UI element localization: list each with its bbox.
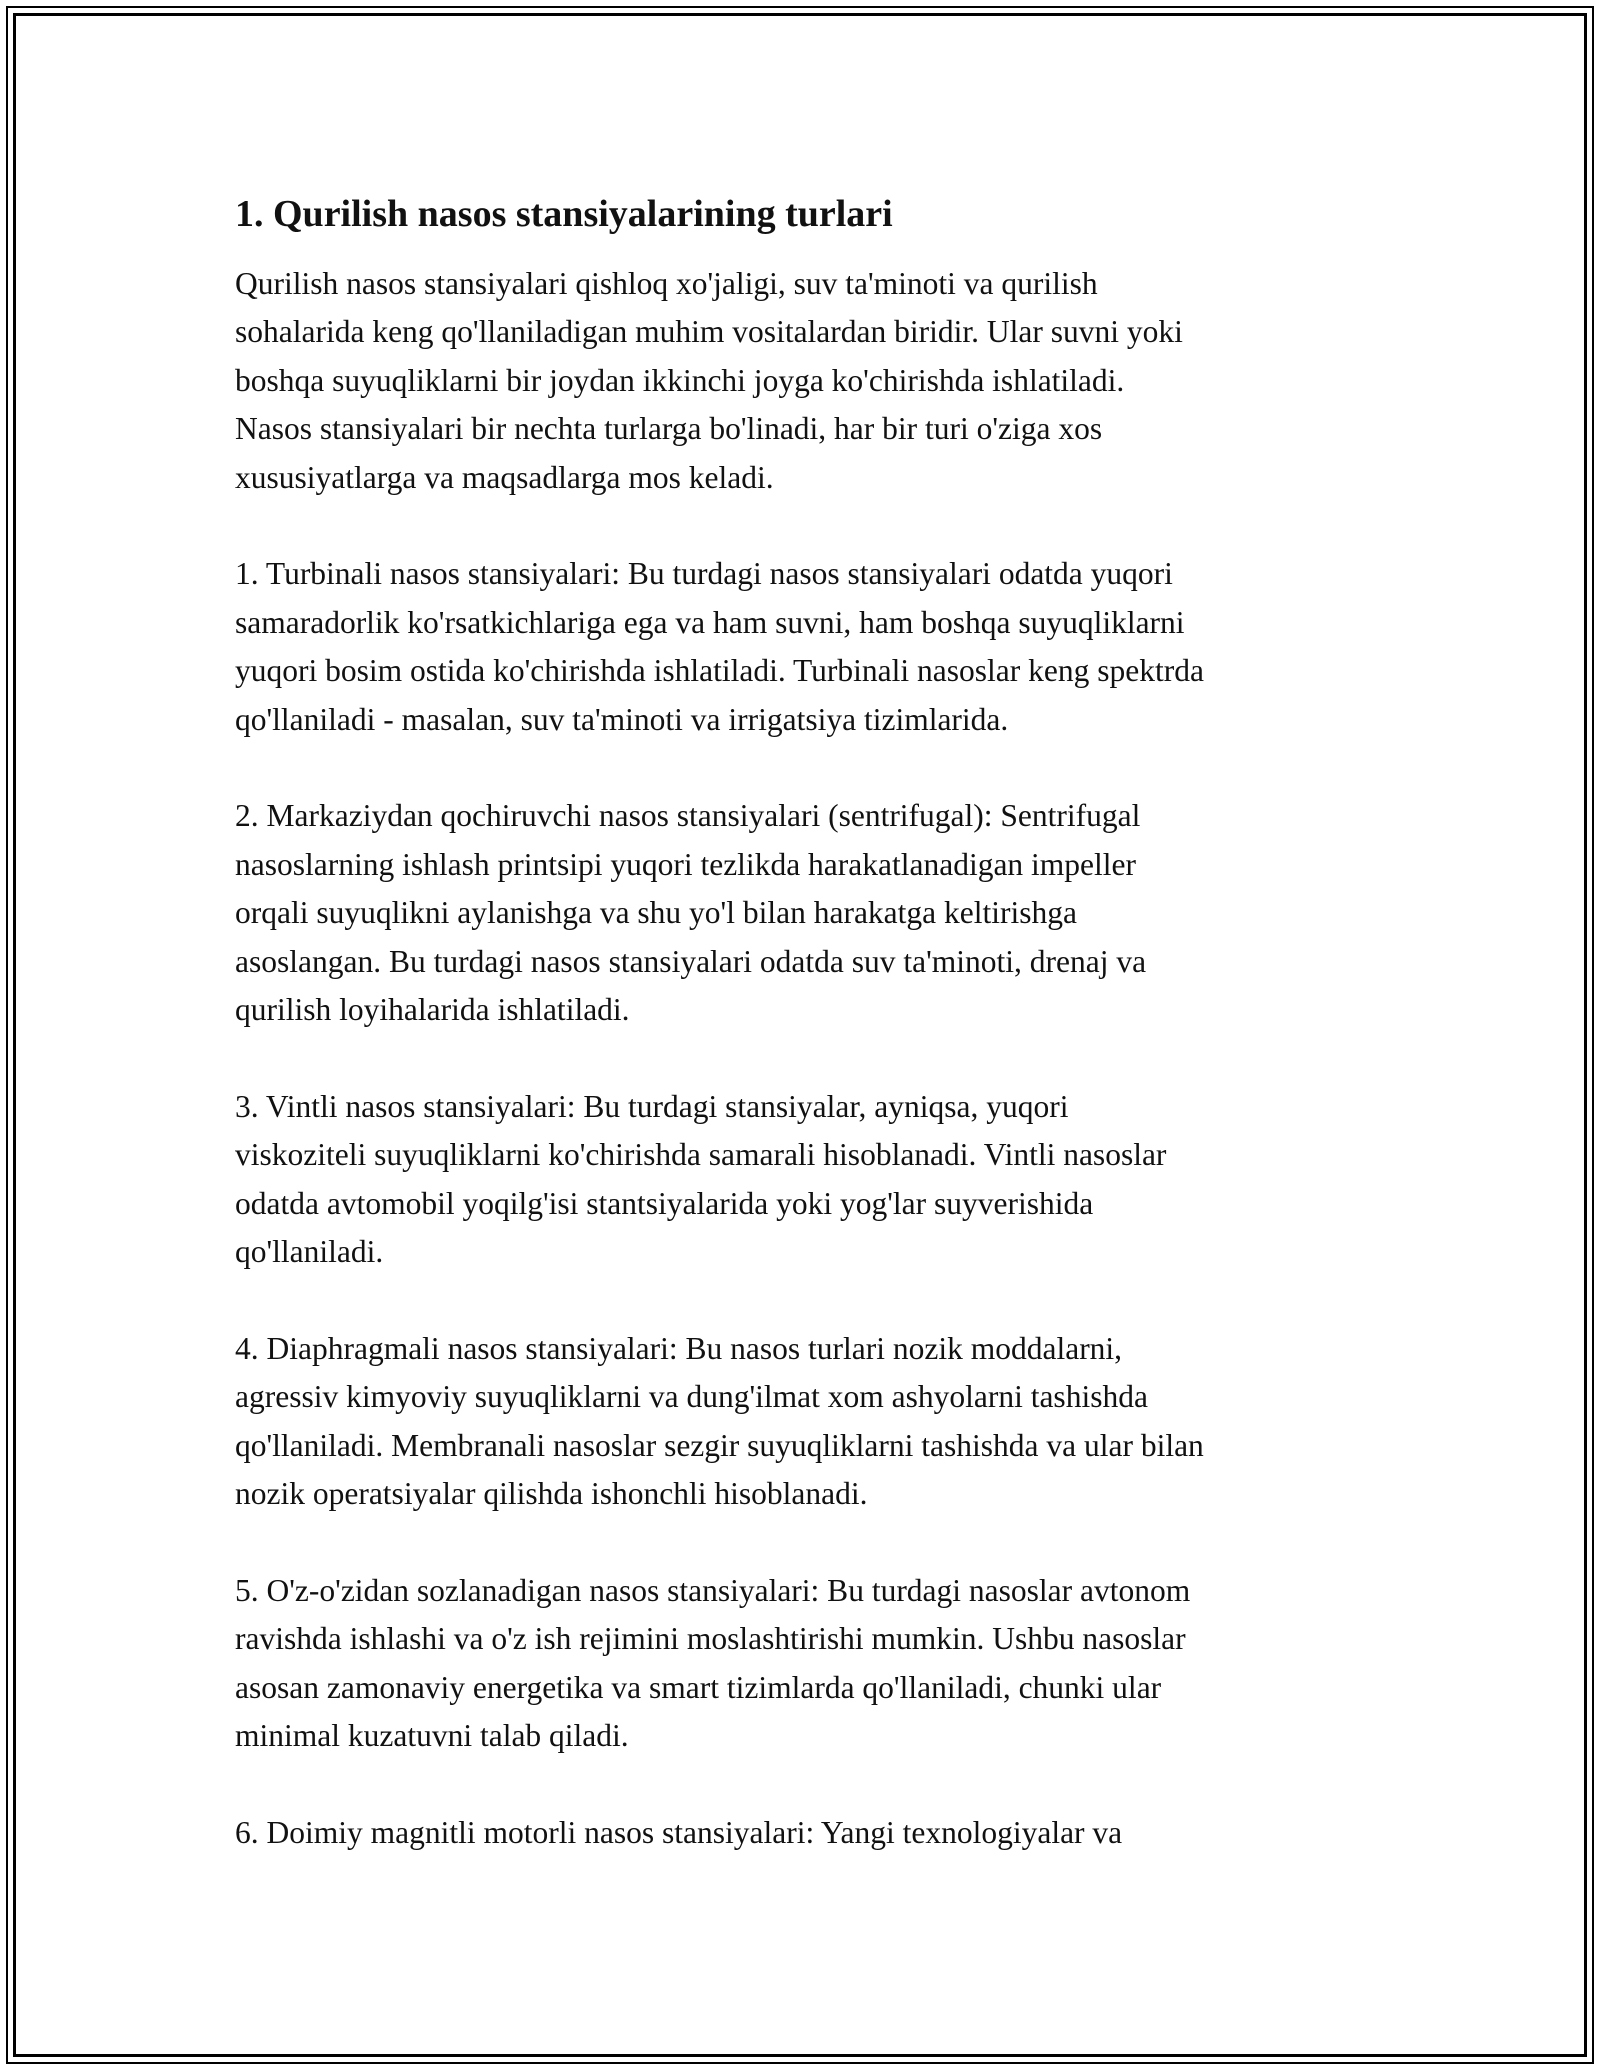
- paragraph-line: asoslangan. Bu turdagi nasos stansiyalari odatda suv ta'minoti, drenaj va: [235, 943, 1147, 979]
- centrifugal-pump-paragraph: [235, 792, 1385, 1034]
- paragraph-line: ravishda ishlashi va o'z ish rejimini moslashtirishi mumkin. Ushbu nasoslar: [235, 1621, 1186, 1657]
- paragraph-line: qo'llaniladi - masalan, suv ta'minoti va irrigatsiya tizimlarida.: [235, 701, 1009, 737]
- screw-pump-paragraph: [235, 1083, 1385, 1277]
- diaphragm-pump-paragraph: [235, 1325, 1385, 1519]
- paragraph-line: asosan zamonaviy energetika va smart tizimlarda qo'llaniladi, chunki ular: [235, 1669, 1162, 1705]
- paragraph-line: yuqori bosim ostida ko'chirishda ishlatiladi. Turbinali nasoslar keng spektrda: [235, 653, 1204, 689]
- paragraph-line: qo'llaniladi. Membranali nasoslar sezgir suyuqliklarni tashishda va ular bilan: [235, 1427, 1204, 1463]
- paragraph-line: agressiv kimyoviy suyuqliklarni va dung'ilmat xom ashyolarni tashishda: [235, 1379, 1148, 1415]
- paragraph-line: 5. O'z-o'zidan sozlanadigan nasos stansiyalari: Bu turdagi nasoslar avtonom: [235, 1572, 1191, 1608]
- intro-paragraph: [235, 260, 1385, 502]
- paragraph-line: 1. Turbinali nasos stansiyalari: Bu turdagi nasos stansiyalari odatda yuqori: [235, 556, 1173, 592]
- paragraph-line: nozik operatsiyalar qilishda ishonchli hisoblanadi.: [235, 1476, 868, 1512]
- paragraph-line: 6. Doimiy magnitli motorli nasos stansiyalari: Yangi texnologiyalar va: [235, 1814, 1123, 1850]
- paragraph-line: 4. Diaphragmali nasos stansiyalari: Bu nasos turlari nozik moddalarni,: [235, 1330, 1123, 1366]
- paragraph-line: xususiyatlarga va maqsadlarga mos keladi.: [235, 459, 774, 495]
- magnet-motor-pump-paragraph: [235, 1809, 1385, 1857]
- paragraph-line: qurilish loyihalarida ishlatiladi.: [235, 992, 630, 1028]
- paragraph-line: Nasos stansiyalari bir nechta turlarga bo'linadi, har bir turi o'ziga xos: [235, 411, 1103, 447]
- paragraph-line: minimal kuzatuvni talab qiladi.: [235, 1718, 629, 1754]
- paragraph-line: 3. Vintli nasos stansiyalari: Bu turdagi stansiyalar, ayniqsa, yuqori: [235, 1088, 1069, 1124]
- turbine-pump-paragraph: [235, 550, 1385, 744]
- paragraph-line: boshqa suyuqliklarni bir joydan ikkinchi joyga ko'chirishda ishlatiladi.: [235, 362, 1125, 398]
- paragraph-line: odatda avtomobil yoqilg'isi stantsiyalarida yoki yog'lar suyverishida: [235, 1185, 1094, 1221]
- paragraph-line: nasoslarning ishlash printsipi yuqori tezlikda harakatlanadigan impeller: [235, 846, 1137, 882]
- document-body: [235, 186, 1385, 1906]
- paragraph-line: samaradorlik ko'rsatkichlariga ega va ham suvni, ham boshqa suyuqliklarni: [235, 604, 1185, 640]
- self-adjusting-pump-paragraph: [235, 1567, 1385, 1761]
- document-title: 1. Qurilish nasos stansiyalarining turlari: [235, 193, 893, 235]
- paragraph-line: orqali suyuqlikni aylanishga va shu yo'l bilan harakatga keltirishga: [235, 895, 1077, 931]
- paragraph-line: viskoziteli suyuqliklarni ko'chirishda samarali hisoblanadi. Vintli nasoslar: [235, 1137, 1167, 1173]
- paragraph-line: Qurilish nasos stansiyalari qishloq xo'jaligi, suv ta'minoti va qurilish: [235, 266, 1098, 301]
- paragraph-line: qo'llaniladi.: [235, 1234, 384, 1270]
- paragraph-line: sohalarida keng qo'llaniladigan muhim vositalardan biridir. Ular suvni yoki: [235, 314, 1183, 350]
- paragraph-line: 2. Markaziydan qochiruvchi nasos stansiyalari (sentrifugal): Sentrifugal: [235, 798, 1141, 834]
